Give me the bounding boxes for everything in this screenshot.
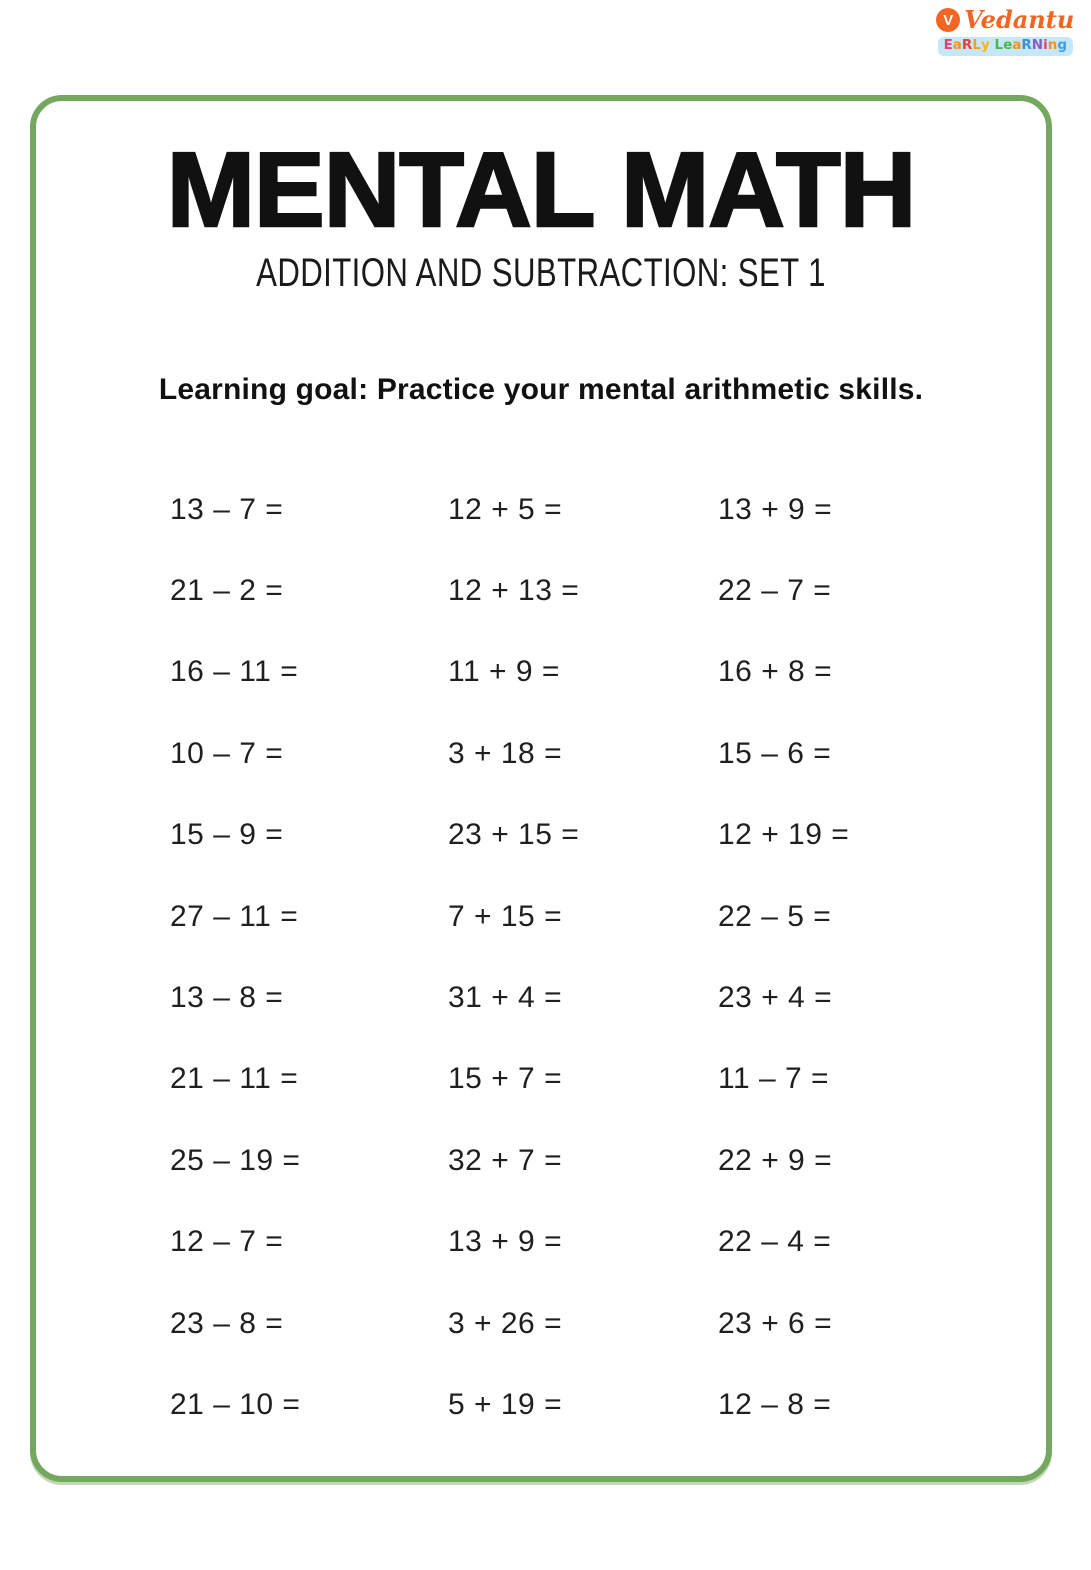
early-learning-badge (936, 35, 1075, 58)
problem-cell: 5 + 19 = (448, 1387, 563, 1421)
brand-logo (936, 5, 1075, 58)
problem-cell: 31 + 4 = (448, 981, 563, 1015)
badge-letter: n (1047, 37, 1058, 53)
vedantu-v-icon: V (936, 8, 960, 32)
worksheet-sheet (30, 95, 1052, 1482)
problem-cell: 3 + 18 = (448, 736, 563, 770)
page-title: MENTAL MATH (166, 131, 916, 249)
problem-cell: 10 – 7 = (170, 736, 284, 770)
problem-cell: 11 – 7 = (718, 1062, 830, 1096)
problem-cell: 12 – 7 = (170, 1225, 284, 1259)
problem-cell: 22 – 4 = (718, 1225, 832, 1259)
problem-cell: 3 + 26 = (448, 1306, 563, 1340)
brand-wordmark: Vedantu (964, 5, 1075, 34)
problem-cell: 13 + 9 = (718, 492, 833, 526)
problem-cell: 12 + 19 = (718, 818, 850, 852)
problem-cell: 11 + 9 = (448, 655, 560, 689)
badge-letter: R (961, 37, 973, 53)
page-subtitle: ADDITION AND SUBTRACTION: SET 1 (256, 251, 826, 295)
problem-cell: 22 + 9 = (718, 1143, 833, 1177)
problem-cell: 13 – 8 = (170, 981, 284, 1015)
badge-letter: g (1057, 37, 1067, 53)
problem-cell: 32 + 7 = (448, 1143, 563, 1177)
problem-cell: 12 – 8 = (718, 1387, 832, 1421)
badge-letter: R (1021, 37, 1032, 53)
badge-letter: a (952, 37, 962, 53)
learning-goal: Learning goal: Practice your mental arithmetic skills. (158, 373, 924, 406)
problem-cell: 15 – 6 = (718, 736, 832, 770)
problem-cell: 12 + 13 = (448, 574, 580, 608)
problem-cell: 23 + 6 = (718, 1306, 833, 1340)
problem-cell: 22 – 7 = (718, 574, 832, 608)
badge-letter: a (1012, 37, 1022, 53)
problem-cell: 12 + 5 = (448, 492, 563, 526)
badge-letter: L (994, 37, 1004, 53)
problem-cell: 21 – 10 = (170, 1387, 301, 1421)
problem-cell: 23 + 4 = (718, 981, 833, 1015)
problem-cell: 25 – 19 = (170, 1143, 301, 1177)
badge-letter: L (972, 37, 981, 53)
problem-cell: 16 – 11 = (170, 655, 299, 689)
badge-letter: e (1003, 37, 1013, 53)
problem-cell: 21 – 2 = (170, 574, 284, 608)
badge-letter: E (943, 37, 953, 53)
problem-cell: 21 – 11 = (170, 1062, 299, 1096)
problem-cell: 15 + 7 = (448, 1062, 563, 1096)
problem-cell: 13 + 9 = (448, 1225, 563, 1259)
brand-row (936, 5, 1075, 34)
badge-letter: y (980, 37, 990, 53)
problem-cell: 15 – 9 = (170, 818, 284, 852)
badge-letter: N (1031, 37, 1044, 53)
badge-letter: i (1043, 37, 1048, 53)
problem-cell: 13 – 7 = (170, 492, 284, 526)
problem-cell: 23 + 15 = (448, 818, 580, 852)
problem-cell: 16 + 8 = (718, 655, 833, 689)
problems-grid (36, 469, 1046, 1446)
problem-cell: 7 + 15 = (448, 899, 563, 933)
problem-cell: 27 – 11 = (170, 899, 299, 933)
problem-cell: 23 – 8 = (170, 1306, 284, 1340)
problem-cell: 22 – 5 = (718, 899, 832, 933)
